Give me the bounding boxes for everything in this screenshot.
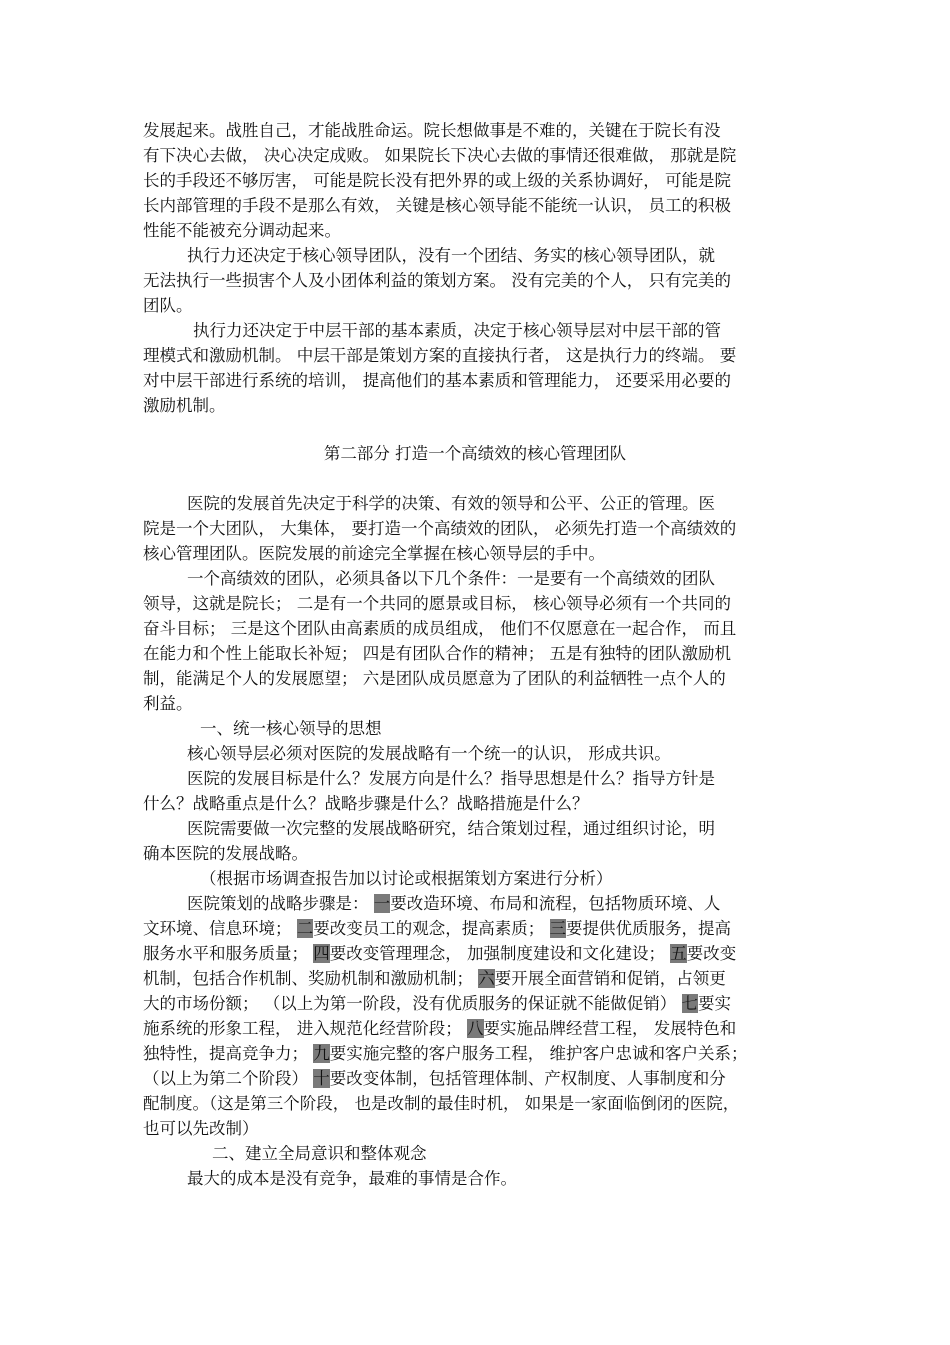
text-span: 施系统的形象工程， 进入规范化经营阶段； xyxy=(143,1019,467,1038)
text-line: （根据市场调查报告加以讨论或根据策划方案进行分析） xyxy=(200,869,613,888)
text-span: （以上为第二个阶段） xyxy=(143,1069,314,1088)
text-span: 文环境、信息环境； xyxy=(143,919,297,938)
highlighted-numeral: 九 xyxy=(313,1044,330,1063)
text-span: 要改造环境、布局和流程，包括物质环境、人 xyxy=(390,894,721,913)
highlighted-numeral: 七 xyxy=(681,994,698,1013)
text-line: 发展起来。战胜自己，才能战胜命运。院长想做事是不难的，关键在于院长有没 xyxy=(143,121,721,140)
text-line: 奋斗目标； 三是这个团队由高素质的成员组成， 他们不仅愿意在一起合作， 而且 xyxy=(143,619,737,638)
text-line: 院是一个大团队， 大集体， 要打造一个高绩效的团队， 必须先打造一个高绩效的 xyxy=(143,519,737,538)
text-line xyxy=(187,891,720,916)
text-span: 要实施品牌经营工程， 发展特色和 xyxy=(483,1019,737,1038)
highlighted-numeral: 四 xyxy=(313,944,330,963)
text-line xyxy=(143,1041,748,1066)
text-line: 理模式和激励机制。 中层干部是策划方案的直接执行者， 这是执行力的终端。 要 xyxy=(143,346,737,365)
text-line: 核心管理团队。医院发展的前途完全掌握在核心领导层的手中。 xyxy=(143,544,605,563)
text-line: 执行力还决定于中层干部的基本素质，决定于核心领导层对中层干部的管 xyxy=(193,321,721,340)
subheading: 二、建立全局意识和整体观念 xyxy=(212,1144,427,1163)
text-span: 要改变体制，包括管理体制、产权制度、人事制度和分 xyxy=(329,1069,726,1088)
text-line: 制，能满足个人的发展愿望； 六是团队成员愿意为了团队的利益牺牲一点个人的 xyxy=(143,669,726,688)
text-span: 要开展全面营销和促销，占领更 xyxy=(494,969,726,988)
text-span: 服务水平和服务质量； xyxy=(143,944,314,963)
text-span: 要提供优质服务，提高 xyxy=(566,919,731,938)
text-span: 要实 xyxy=(698,994,731,1013)
text-span: 要实施完整的客户服务工程， 维护客户忠诚和客户关系； xyxy=(329,1044,748,1063)
text-line: 医院的发展首先决定于科学的决策、有效的领导和公平、公正的管理。医 xyxy=(187,494,715,513)
text-line: 长内部管理的手段不是那么有效， 关键是核心领导能不能统一认识， 员工的积极 xyxy=(143,196,731,215)
text-line: 也可以先改制） xyxy=(143,1119,259,1138)
text-line xyxy=(143,1016,736,1041)
highlighted-numeral: 六 xyxy=(478,969,495,988)
text-line xyxy=(143,916,731,941)
text-line: 什么？战略重点是什么？战略步骤是什么？战略措施是什么？ xyxy=(143,794,589,813)
text-line: 激励机制。 xyxy=(143,396,226,415)
text-line xyxy=(143,991,731,1016)
text-line: 团队。 xyxy=(143,296,193,315)
text-line: 确本医院的发展战略。 xyxy=(143,844,308,863)
text-line: 医院需要做一次完整的发展战略研究，结合策划过程，通过组织讨论，明 xyxy=(187,819,715,838)
text-span: 机制，包括合作机制、奖励机制和激励机制； xyxy=(143,969,479,988)
text-span: 大的市场份额； （以上为第一阶段，没有优质服务的保证就不能做促销） xyxy=(143,994,682,1013)
text-line: 在能力和个性上能取长补短； 四是有团队合作的精神； 五是有独特的团队激励机 xyxy=(143,644,731,663)
text-span: 医院策划的战略步骤是： xyxy=(187,894,374,913)
text-span: 独特性，提高竞争力； xyxy=(143,1044,314,1063)
text-line xyxy=(143,966,726,991)
text-line: 对中层干部进行系统的培训， 提高他们的基本素质和管理能力， 还要采用必要的 xyxy=(143,371,731,390)
text-line: 有下决心去做， 决心决定成败。 如果院长下决心去做的事情还很难做， 那就是院 xyxy=(143,146,737,165)
text-line: 长的手段还不够厉害， 可能是院长没有把外界的或上级的关系协调好， 可能是院 xyxy=(143,171,731,190)
text-line xyxy=(143,941,736,966)
highlighted-numeral: 一 xyxy=(373,894,391,913)
highlighted-numeral: 五 xyxy=(670,944,687,963)
text-line: 执行力还决定于核心领导团队，没有一个团结、务实的核心领导团队，就 xyxy=(187,246,715,265)
text-line: 最大的成本是没有竞争，最难的事情是合作。 xyxy=(187,1169,517,1188)
text-span: 要改变管理理念， 加强制度建设和文化建设； xyxy=(329,944,671,963)
text-line: 配制度。（这是第三个阶段， 也是改制的最佳时机， 如果是一家面临倒闭的医院， xyxy=(143,1094,740,1113)
text-line xyxy=(143,1066,726,1091)
highlighted-numeral: 二 xyxy=(296,919,314,938)
highlighted-numeral: 十 xyxy=(313,1069,330,1088)
highlighted-numeral: 三 xyxy=(549,919,566,938)
text-span: 要改变员工的观念，提高素质； xyxy=(313,919,550,938)
text-line: 医院的发展目标是什么？发展方向是什么？指导思想是什么？指导方针是 xyxy=(187,769,715,788)
text-line: 性能不能被充分调动起来。 xyxy=(143,221,341,240)
section-title: 第二部分 打造一个高绩效的核心管理团队 xyxy=(323,444,627,463)
subheading: 一、统一核心领导的思想 xyxy=(200,719,382,738)
highlighted-numeral: 八 xyxy=(467,1019,484,1038)
text-line: 领导，这就是院长； 二是有一个共同的愿景或目标， 核心领导必须有一个共同的 xyxy=(143,594,731,613)
text-line: 利益。 xyxy=(143,694,193,713)
text-line: 一个高绩效的团队，必须具备以下几个条件：一是要有一个高绩效的团队 xyxy=(187,569,715,588)
text-line: 核心领导层必须对医院的发展战略有一个统一的认识， 形成共识。 xyxy=(187,744,671,763)
text-span: 要改变 xyxy=(686,944,737,963)
text-line: 无法执行一些损害个人及小团体利益的策划方案。 没有完美的个人， 只有完美的 xyxy=(143,271,731,290)
